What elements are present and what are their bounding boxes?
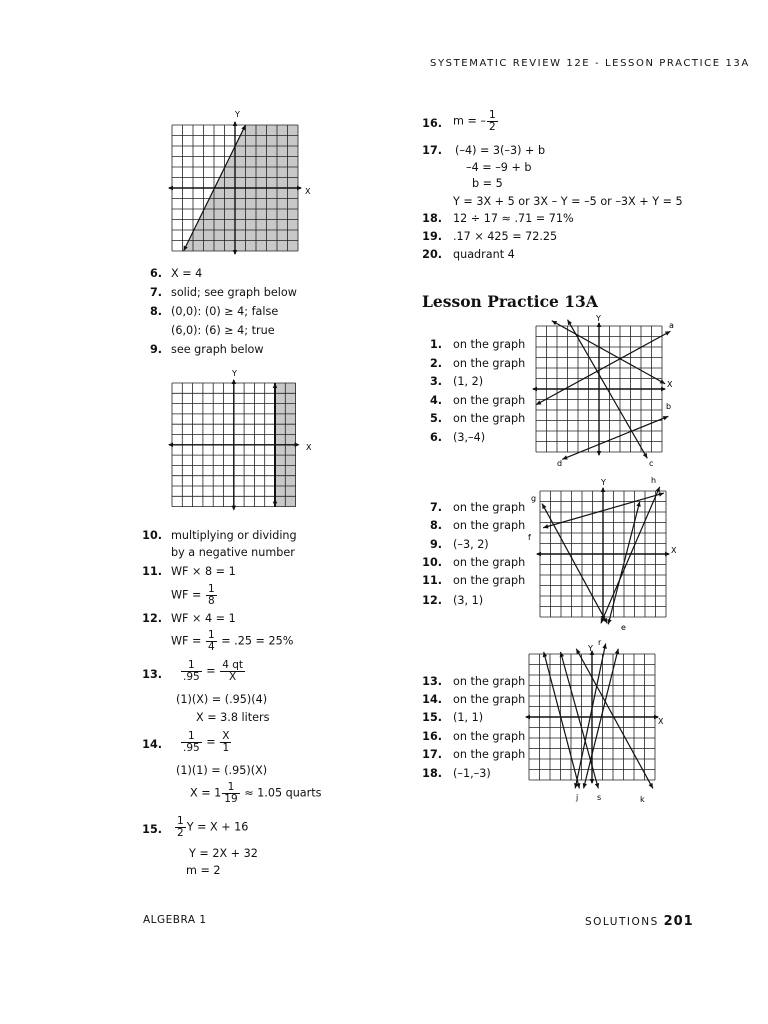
x-axis-label: X <box>658 717 664 726</box>
item-number: 13. <box>142 668 162 681</box>
answer-text: (–1,–3) <box>453 767 491 780</box>
x-axis-label: X <box>306 443 312 452</box>
answer-text: Y = 2X + 32 <box>189 847 258 860</box>
answer-text: on the graph <box>453 748 526 761</box>
footer-page <box>585 914 694 929</box>
answer-text: .17 × 425 = 72.25 <box>453 230 558 243</box>
grid <box>532 320 670 460</box>
graph-line <box>576 649 653 789</box>
item-number: 9. <box>429 538 442 551</box>
item-number: 6. <box>429 431 442 444</box>
answer-text: WF × 4 = 1 <box>171 612 236 625</box>
item-number: 8. <box>429 519 442 532</box>
answer-text: (–4) = 3(–3) + b <box>455 144 546 157</box>
footer-label: SOLUTIONS <box>585 916 659 928</box>
item-number: 20. <box>422 248 442 261</box>
line-label: r <box>598 638 602 647</box>
line-label: e <box>621 623 626 632</box>
answer-text: quadrant 4 <box>453 248 515 261</box>
answer-text: on the graph <box>453 501 526 514</box>
item-number: 18. <box>422 212 442 225</box>
item-number: 18. <box>422 767 442 780</box>
grid <box>536 487 670 625</box>
item-number: 9. <box>149 343 162 356</box>
item-number: 2. <box>429 357 442 370</box>
arrowhead <box>233 121 238 126</box>
graph-lines-a-d <box>520 312 690 472</box>
answer-fraction-line: X = 1 $\frac{1}{19}$ ≈ 1.05 quarts <box>190 781 322 805</box>
graph-inequality-2 <box>165 365 315 520</box>
answer-fraction-line: $\frac{1}{.95}$ = $\frac{4 qt}{X}$ <box>183 659 244 683</box>
item-number: 13. <box>422 675 442 688</box>
grid <box>168 379 300 511</box>
line-label: h <box>651 476 657 485</box>
arrowhead <box>233 250 238 255</box>
line-label: b <box>666 402 672 411</box>
arrowhead <box>232 506 237 511</box>
page-number: 201 <box>663 914 694 929</box>
answer-text: X = 4 <box>171 267 203 280</box>
x-axis-label: X <box>671 546 677 555</box>
answer-text: b = 5 <box>472 177 503 190</box>
arrowhead <box>601 487 606 492</box>
item-number: 10. <box>142 529 162 542</box>
item-number: 17. <box>422 748 442 761</box>
arrowhead <box>168 186 173 191</box>
section-heading: Lesson Practice 13A <box>422 292 598 311</box>
item-number: 11. <box>142 565 162 578</box>
answer-fraction-line: $\frac{1}{.95}$ = $\frac{X}{1}$ <box>183 730 230 754</box>
line-label: c <box>649 459 654 468</box>
line-label: g <box>531 494 537 503</box>
graph-inequality-1 <box>165 105 315 265</box>
item-number: 7. <box>429 501 442 514</box>
graph-line <box>601 487 660 624</box>
item-number: 11. <box>422 574 442 587</box>
y-axis-label: Y <box>596 314 601 323</box>
item-number: 16. <box>422 730 442 743</box>
answer-text: on the graph <box>453 693 526 706</box>
answer-text: by a negative number <box>171 546 295 559</box>
answer-text: m = 2 <box>186 864 221 877</box>
grid <box>168 121 302 255</box>
item-number: 14. <box>142 738 162 751</box>
answer-text: on the graph <box>453 412 526 425</box>
answer-text: (1, 2) <box>453 375 484 388</box>
arrowhead <box>532 387 537 392</box>
arrowhead <box>665 552 670 557</box>
graph-lines-j-s <box>520 634 690 809</box>
x-axis-label: X <box>305 187 311 196</box>
answer-text: (–3, 2) <box>453 538 489 551</box>
item-number: 1. <box>429 338 442 351</box>
arrowhead <box>661 387 666 392</box>
answer-fraction-line: WF = $\frac{1}{8}$ <box>171 583 215 607</box>
answer-text: on the graph <box>453 730 526 743</box>
item-number: 15. <box>142 823 162 836</box>
arrowhead <box>168 443 173 448</box>
answer-text: WF × 8 = 1 <box>171 565 236 578</box>
line-label: f <box>528 533 531 542</box>
answer-text: on the graph <box>453 394 526 407</box>
line-label: a <box>669 321 674 330</box>
answer-text: solid; see graph below <box>171 286 297 299</box>
item-number: 4. <box>429 394 442 407</box>
arrowhead <box>536 552 541 557</box>
graph-line <box>544 652 580 789</box>
arrowhead <box>525 715 530 720</box>
answer-text: (1, 1) <box>453 711 484 724</box>
item-number: 12. <box>422 594 442 607</box>
item-number: 19. <box>422 230 442 243</box>
arrowhead <box>297 186 302 191</box>
answer-fraction-line: WF = $\frac{1}{4}$ = .25 = 25% <box>171 629 294 653</box>
item-number: 10. <box>422 556 442 569</box>
item-number: 17. <box>422 144 442 157</box>
answer-text: Y = 3X + 5 or 3X – Y = –5 or –3X + Y = 5 <box>453 195 683 208</box>
answer-text: (1)(1) = (.95)(X) <box>176 764 268 777</box>
arrowhead <box>602 644 606 649</box>
answer-fraction-line: $\frac{1}{2}$ Y = X + 16 <box>177 815 249 839</box>
answer-text: –4 = –9 + b <box>466 161 532 174</box>
line-label: k <box>640 795 645 804</box>
graph-lines-e-h <box>520 474 690 634</box>
answer-text: on the graph <box>453 574 526 587</box>
item-number: 16. <box>422 117 442 130</box>
answer-text: (0,0): (0) ≥ 4; false <box>171 305 279 318</box>
item-number: 7. <box>149 286 162 299</box>
y-axis-label: Y <box>235 110 240 119</box>
answer-text: on the graph <box>453 675 526 688</box>
item-number: 15. <box>422 711 442 724</box>
line-label: d <box>557 459 563 468</box>
y-axis-label: Y <box>588 644 593 653</box>
footer-course: ALGEBRA 1 <box>143 914 207 926</box>
answer-text: (3,–4) <box>453 431 486 444</box>
answer-text: (3, 1) <box>453 594 484 607</box>
item-number: 6. <box>149 267 162 280</box>
arrowhead <box>232 379 237 384</box>
line-label: s <box>597 793 602 802</box>
graph-line <box>542 504 607 624</box>
item-number: 3. <box>429 375 442 388</box>
x-axis-label: X <box>667 380 673 389</box>
answer-text: on the graph <box>453 338 526 351</box>
y-axis-label: Y <box>232 369 237 378</box>
graph-line <box>552 321 665 384</box>
line-label: j <box>576 793 579 802</box>
answer-text: see graph below <box>171 343 264 356</box>
y-axis-label: Y <box>601 478 606 487</box>
answer-text: multiplying or dividing <box>171 529 297 542</box>
item-number: 14. <box>422 693 442 706</box>
answer-text: X = 3.8 liters <box>196 711 270 724</box>
arrowhead <box>597 451 602 456</box>
answer-text: on the graph <box>453 519 526 532</box>
arrowhead <box>295 443 300 448</box>
answer-fraction-line: m = – $\frac{1}{2}$ <box>453 109 496 133</box>
answer-text: 12 ÷ 17 ≈ .71 = 71% <box>453 212 574 225</box>
answer-text: (6,0): (6) ≥ 4; true <box>171 324 275 337</box>
answer-text: (1)(X) = (.95)(4) <box>176 693 268 706</box>
item-number: 8. <box>149 305 162 318</box>
answer-text: on the graph <box>453 357 526 370</box>
grid <box>525 644 659 789</box>
item-number: 12. <box>142 612 162 625</box>
item-number: 5. <box>429 412 442 425</box>
running-header: SYSTEMATIC REVIEW 12E - LESSON PRACTICE 13A <box>430 58 750 69</box>
answer-text: on the graph <box>453 556 526 569</box>
arrowhead <box>590 779 595 784</box>
